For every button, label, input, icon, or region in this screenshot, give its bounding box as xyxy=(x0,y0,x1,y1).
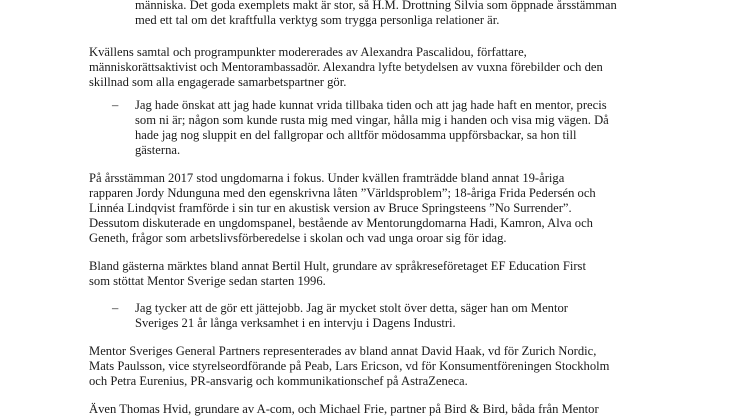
moderator-line-2: människorättsaktivist och Mentorambassadör. Alexandra lyfte betydelsen av vuxna förebilder och den xyxy=(89,60,603,74)
quote-hult-line-1: Jag tycker att de gör ett jättejobb. Jag är mycket stolt över detta, säger han om Mentor xyxy=(135,301,568,315)
quote-hult-line-2: Sveriges 21 år långa verksamhet i en intervju i Dagens Industri. xyxy=(135,316,456,330)
quote-alexandra-line-2: som ni är; någon som kunde rusta mig med vingar, hålla mig i handen och visa mig vägen. Då xyxy=(135,113,609,127)
final-line-1: Även Thomas Hvid, grundare av A-com, och Michael Frie, partner på Bird & Bird, båda från Mentor xyxy=(89,402,599,416)
intro-line-2: med ett tal om det kraftfulla verktyg som trygga personliga relationer är. xyxy=(135,13,500,27)
moderator-line-1: Kvällens samtal och programpunkter modererades av Alexandra Pascalidou, författare, xyxy=(89,45,527,59)
quote-alexandra-line-3: hade jag nog sluppit en del fallgropar och alltför mödosamma uppförsbackar, sa hon till xyxy=(135,128,577,142)
partners-line-1: Mentor Sveriges General Partners representerades av bland annat David Haak, vd för Zurich Nordic, xyxy=(89,344,597,358)
youth-line-5: Geneth, frågor som arbetslivsförberedelse i skolan och vad unga oroar sig för idag. xyxy=(89,231,507,245)
youth-line-2: rapparen Jordy Ndunguna med den egenskrivna låten ”Världsproblem”; 18-åriga Frida Pedersén och xyxy=(89,186,596,200)
partners-line-3: och Petra Eurenius, PR-ansvarig och kommunikationschef på AstraZeneca. xyxy=(89,374,468,388)
youth-line-3: Linnéa Lindqvist framförde i sin tur en akustisk version av Bruce Springsteens ”No Surrender”. xyxy=(89,201,572,215)
quote-dash: – xyxy=(112,98,119,112)
quote-dash: – xyxy=(112,301,119,315)
intro-line-1: människa. Det goda exemplets makt är stor, så H.M. Drottning Silvia som öppnade årsstämman xyxy=(135,0,617,12)
partners-line-2: Mats Paulsson, vice styrelseordförande på Peab, Lars Ericson, vd för Konsumentföreningen Stockholm xyxy=(89,359,610,373)
guests-line-1: Bland gästerna märktes bland annat Bertil Hult, grundare av språkreseföretaget EF Education First xyxy=(89,259,586,273)
quote-alexandra-line-4: gästerna. xyxy=(135,143,181,157)
youth-line-4: Dessutom diskuterade en ungdomspanel, bestående av Mentorungdomarna Hadi, Kamron, Alva och xyxy=(89,216,593,230)
guests-line-2: som stöttat Mentor Sverige sedan starten 1996. xyxy=(89,274,326,288)
quote-alexandra-line-1: Jag hade önskat att jag hade kunnat vrida tillbaka tiden och att jag hade haft en mentor, precis xyxy=(135,98,607,112)
moderator-line-3: skillnad som alla engagerade samarbetspartner gör. xyxy=(89,75,347,89)
youth-line-1: På årsstämman 2017 stod ungdomarna i fokus. Under kvällen framträdde bland annat 19-åriga xyxy=(89,171,565,185)
